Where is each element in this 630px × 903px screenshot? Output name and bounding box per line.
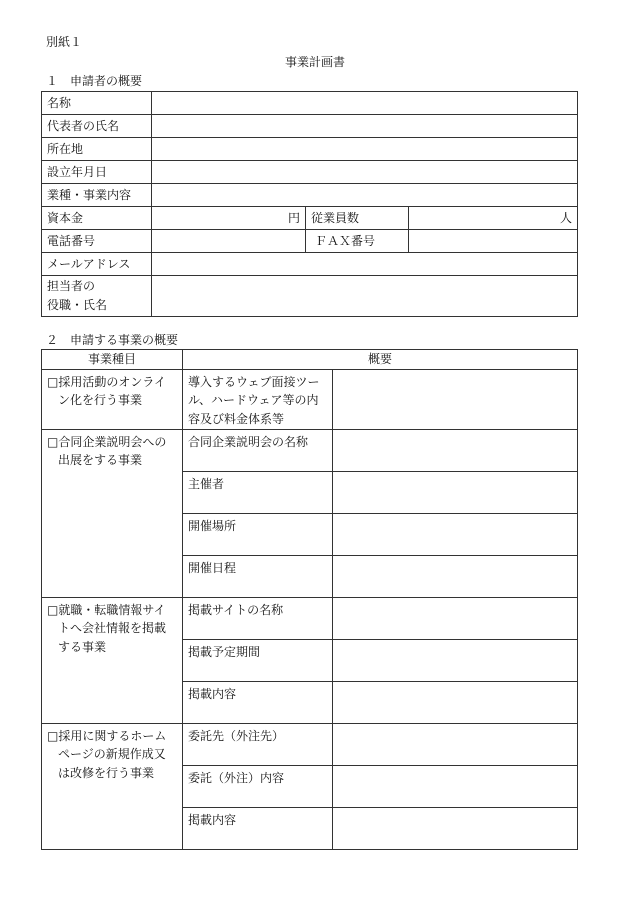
label-fair-organizer: 主催者 xyxy=(183,471,333,513)
table-header-row xyxy=(42,350,578,370)
label-site-content: 掲載内容 xyxy=(183,681,333,723)
applicant-overview-table xyxy=(41,91,578,317)
site-period-field[interactable] xyxy=(333,639,578,681)
label-email: メールアドレス xyxy=(42,253,152,276)
label-fair-schedule: 開催日程 xyxy=(183,555,333,597)
table-row xyxy=(42,369,578,429)
label-fax: ＦＡＸ番号 xyxy=(306,230,409,253)
label-online-tools: 導入するウェブ面接ツール、ハードウェア等の内容及び料金体系等 xyxy=(183,369,333,429)
table-row xyxy=(42,276,578,317)
label-hp-contractor: 委託先（外注先） xyxy=(183,723,333,765)
phone-field[interactable] xyxy=(152,230,306,253)
business-field[interactable] xyxy=(152,184,578,207)
capital-field[interactable]: 円 xyxy=(152,207,306,230)
label-fair-venue: 開催場所 xyxy=(183,513,333,555)
label-hp-content: 掲載内容 xyxy=(183,807,333,849)
table-row xyxy=(42,92,578,115)
table-row xyxy=(42,429,578,471)
header-summary: 概要 xyxy=(183,350,578,370)
site-content-field[interactable] xyxy=(333,681,578,723)
label-phone: 電話番号 xyxy=(42,230,152,253)
table-row xyxy=(42,161,578,184)
fax-field[interactable] xyxy=(409,230,578,253)
fair-organizer-field[interactable] xyxy=(333,471,578,513)
table-row xyxy=(42,115,578,138)
label-site-period: 掲載予定期間 xyxy=(183,639,333,681)
fair-schedule-field[interactable] xyxy=(333,555,578,597)
table-row xyxy=(42,184,578,207)
fair-venue-field[interactable] xyxy=(333,513,578,555)
established-field[interactable] xyxy=(152,161,578,184)
document-title: 事業計画書 xyxy=(285,55,346,69)
employees-field[interactable]: 人 xyxy=(409,207,578,230)
table-row xyxy=(42,723,578,765)
name-field[interactable] xyxy=(152,92,578,115)
label-representative: 代表者の氏名 xyxy=(42,115,152,138)
label-fair-name: 合同企業説明会の名称 xyxy=(183,429,333,471)
label-established: 設立年月日 xyxy=(42,161,152,184)
table-row xyxy=(42,207,578,230)
email-field[interactable] xyxy=(152,253,578,276)
label-name: 名称 xyxy=(42,92,152,115)
table-row xyxy=(42,138,578,161)
label-contact xyxy=(42,276,152,317)
label-address: 所在地 xyxy=(42,138,152,161)
checkbox-fair[interactable]: □合同企業説明会への出展をする事業 xyxy=(42,429,183,597)
table-row xyxy=(42,253,578,276)
hp-contractor-field[interactable] xyxy=(333,723,578,765)
checkbox-online[interactable]: □採用活動のオンライン化を行う事業 xyxy=(42,369,183,429)
section-2-heading: ２ 申請する事業の概要 xyxy=(46,333,179,347)
address-field[interactable] xyxy=(152,138,578,161)
hp-work-field[interactable] xyxy=(333,765,578,807)
checkbox-job-site[interactable]: □就職・転職情報サイトへ会社情報を掲載する事業 xyxy=(42,597,183,723)
label-contact-line2: 役職・氏名 xyxy=(47,298,108,312)
header-type: 事業種目 xyxy=(42,350,183,370)
table-row xyxy=(42,230,578,253)
section-1-heading: １ 申請者の概要 xyxy=(46,74,143,88)
site-name-field[interactable] xyxy=(333,597,578,639)
checkbox-homepage[interactable]: □採用に関するホームページの新規作成又は改修を行う事業 xyxy=(42,723,183,849)
label-employees: 従業員数 xyxy=(306,207,409,230)
label-hp-work: 委託（外注）内容 xyxy=(183,765,333,807)
label-capital: 資本金 xyxy=(42,207,152,230)
table-row xyxy=(42,597,578,639)
fair-name-field[interactable] xyxy=(333,429,578,471)
label-contact-line1: 担当者の xyxy=(47,279,96,294)
hp-content-field[interactable] xyxy=(333,807,578,849)
label-business: 業種・事業内容 xyxy=(42,184,152,207)
contact-field[interactable] xyxy=(152,276,578,317)
attachment-label: 別紙１ xyxy=(46,35,83,49)
project-overview-table xyxy=(41,349,578,850)
online-tools-field[interactable] xyxy=(333,369,578,429)
representative-field[interactable] xyxy=(152,115,578,138)
label-site-name: 掲載サイトの名称 xyxy=(183,597,333,639)
